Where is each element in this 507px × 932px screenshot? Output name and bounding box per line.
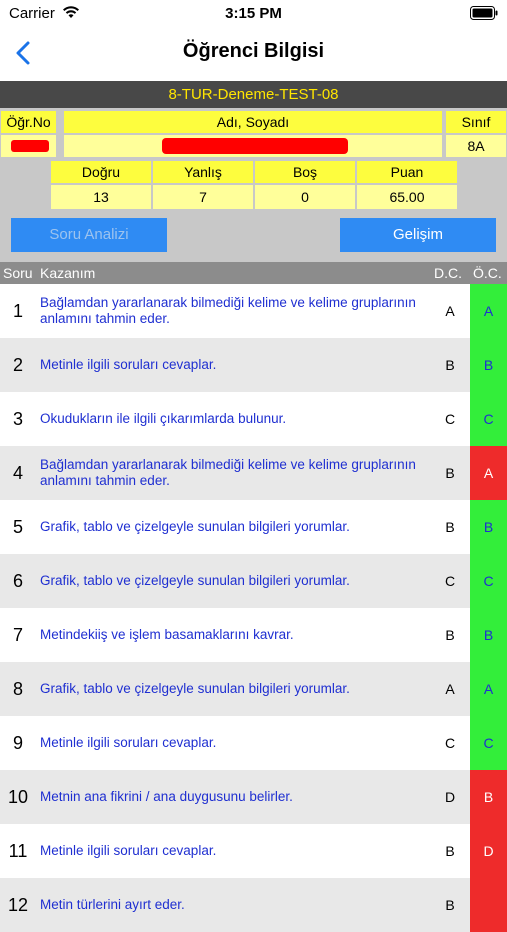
wrong-value: 7 <box>153 185 253 209</box>
carrier-label: Carrier <box>9 5 55 22</box>
student-answer <box>470 878 507 932</box>
student-answer: B <box>470 338 507 392</box>
question-number: 8 <box>12 679 23 699</box>
question-number: 1 <box>12 301 23 321</box>
correct-answer: B <box>445 627 455 643</box>
student-answer: A <box>470 446 507 500</box>
outcome-text: Bağlamdan yararlanarak bilmediği kelime ve kelime gruplarının anlamını tahmin eder. <box>40 457 416 488</box>
student-answer: B <box>470 500 507 554</box>
student-answer: B <box>470 608 507 662</box>
table-row[interactable] <box>0 338 507 392</box>
outcome-text: Grafik, tablo ve çizelgeyle sunulan bilgileri yorumlar. <box>40 573 350 588</box>
correct-answer: B <box>445 465 455 481</box>
question-analysis-button[interactable]: Soru Analizi <box>11 218 167 252</box>
student-answer: A <box>470 284 507 338</box>
question-number: 5 <box>12 517 23 537</box>
col-question-no: Soru <box>3 265 33 281</box>
navigation-bar <box>0 28 507 78</box>
empty-label: Boş <box>255 161 355 183</box>
outcome-text: Metnin ana fikrini / ana duygusunu belirler. <box>40 789 293 804</box>
battery-icon <box>470 6 498 20</box>
points-value: 65.00 <box>357 185 457 209</box>
outcome-text: Metin türlerini ayırt eder. <box>40 897 185 912</box>
student-answer: B <box>470 770 507 824</box>
table-row[interactable] <box>0 662 507 716</box>
question-number: 2 <box>12 355 23 375</box>
class-label: Sınıf <box>446 111 506 133</box>
outcome-text: Okudukların ile ilgili çıkarımlarda bulunur. <box>40 411 287 426</box>
class-value: 8A <box>446 135 506 157</box>
correct-label: Doğru <box>51 161 151 183</box>
student-name-value <box>64 135 442 157</box>
table-row[interactable] <box>0 554 507 608</box>
student-info-panel <box>0 108 507 263</box>
progress-button[interactable]: Gelişim <box>340 218 496 252</box>
table-row[interactable] <box>0 500 507 554</box>
table-row[interactable] <box>0 446 507 500</box>
correct-answer: C <box>444 573 456 589</box>
question-number: 6 <box>12 571 23 591</box>
question-number: 4 <box>12 463 23 483</box>
correct-answer: C <box>444 735 456 751</box>
student-answer: A <box>470 662 507 716</box>
outcome-text: Metinle ilgili soruları cevaplar. <box>40 357 217 372</box>
table-row[interactable] <box>0 608 507 662</box>
correct-answer: A <box>445 681 455 697</box>
test-name-header: 8-TUR-Deneme-TEST-08 <box>0 81 507 108</box>
correct-answer: D <box>444 789 456 805</box>
redacted-student-no <box>11 140 49 152</box>
empty-value: 0 <box>255 185 355 209</box>
student-answer: C <box>470 554 507 608</box>
col-outcome: Kazanım <box>40 265 96 281</box>
question-list[interactable] <box>0 284 507 915</box>
student-answer: C <box>470 716 507 770</box>
correct-answer: B <box>445 843 455 859</box>
table-row[interactable] <box>0 770 507 824</box>
outcome-text: Grafik, tablo ve çizelgeyle sunulan bilgileri yorumlar. <box>40 519 350 534</box>
student-no-value <box>1 135 56 157</box>
outcome-text: Metinle ilgili soruları cevaplar. <box>40 735 217 750</box>
question-number: 11 <box>8 841 28 861</box>
student-answer: C <box>470 392 507 446</box>
correct-answer: C <box>444 411 456 427</box>
table-row[interactable] <box>0 824 507 878</box>
student-answer: D <box>470 824 507 878</box>
correct-answer: B <box>445 897 455 913</box>
student-no-label: Öğr.No <box>1 111 56 133</box>
outcome-text: Bağlamdan yararlanarak bilmediği kelime ve kelime gruplarının anlamını tahmin eder. <box>40 295 416 326</box>
wrong-label: Yanlış <box>153 161 253 183</box>
question-number: 3 <box>12 409 23 429</box>
outcome-text: Grafik, tablo ve çizelgeyle sunulan bilgileri yorumlar. <box>40 681 350 696</box>
correct-answer: B <box>445 357 455 373</box>
page-title: Öğrenci Bilgisi <box>182 40 325 62</box>
question-number: 10 <box>7 787 29 807</box>
outcome-text: Metindekiiş ve işlem basamaklarını kavrar. <box>40 627 294 642</box>
table-row[interactable] <box>0 716 507 770</box>
question-number: 7 <box>12 625 23 645</box>
col-correct-answer: D.C. <box>434 265 462 281</box>
status-time: 3:15 PM <box>225 5 282 22</box>
outcome-text: Metinle ilgili soruları cevaplar. <box>40 843 217 858</box>
table-row[interactable] <box>0 284 507 338</box>
table-row[interactable] <box>0 878 507 932</box>
student-name-label: Adı, Soyadı <box>64 111 442 133</box>
status-bar <box>0 0 507 28</box>
table-row[interactable] <box>0 392 507 446</box>
correct-answer: A <box>445 303 455 319</box>
correct-answer: B <box>445 519 455 535</box>
table-header <box>0 262 507 284</box>
question-number: 9 <box>12 733 23 753</box>
points-label: Puan <box>357 161 457 183</box>
correct-value: 13 <box>51 185 151 209</box>
col-student-answer: Ö.C. <box>473 265 502 281</box>
question-number: 12 <box>7 895 29 915</box>
redacted-student-name <box>162 138 348 154</box>
